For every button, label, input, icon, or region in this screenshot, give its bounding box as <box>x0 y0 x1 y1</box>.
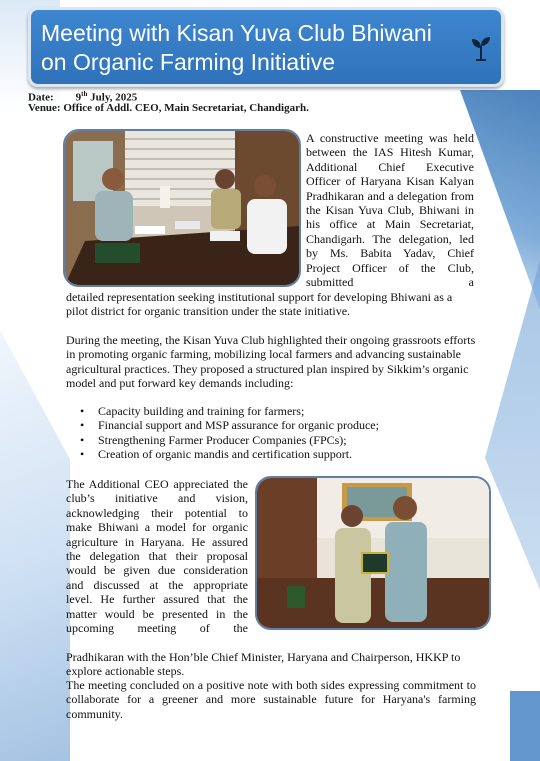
meeting-photo <box>63 129 301 287</box>
list-item: • Financial support and MSP assurance for organic produce; <box>78 418 478 432</box>
venue-label: Venue: <box>28 102 61 114</box>
page-title: Meeting with Kisan Yuva Club Bhiwani on Organic Farming Initiative <box>41 20 432 75</box>
paragraph-response-continued: Pradhikaran with the Hon’ble Chief Minister, Haryana and Chairperson, HKKP to explore actionable steps. <box>66 650 461 679</box>
date-day: 9 <box>75 91 82 104</box>
date-rest: July, 2025 <box>87 91 138 104</box>
meta-venue <box>28 102 309 115</box>
demands-list <box>78 404 478 462</box>
paragraph-response-side: The Additional CEO appreciated the club’s initiative and vision, acknowledging their potential to make Bhiwani a model for organic agriculture in Haryana. He assured the delegation that their proposal would be given due consideration and discussed at the appropriate level. He further assured that the matter would be presented in the upcoming meeting of the <box>66 477 248 636</box>
paragraph-conclusion: The meeting concluded on a positive note with both sides expressing commitment to collaborate for a greener and more sustainable future for Haryana's farming community. <box>66 678 476 721</box>
date-label: Date: <box>28 91 54 104</box>
background-right-mid-wedge <box>485 260 540 590</box>
date-suffix: th <box>81 90 88 98</box>
title-banner <box>28 7 504 87</box>
background-right-bottom-block <box>510 691 540 761</box>
background-left-wedge <box>0 330 70 761</box>
paragraph-intro-continued: detailed representation seeking institutional support for developing Bhiwani as a pilot district for organic transition under the state initiative. <box>66 290 453 319</box>
list-item: • Capacity building and training for farmers; <box>78 404 478 418</box>
paragraph-discussion: During the meeting, the Kisan Yuva Club highlighted their ongoing grassroots efforts in promoting organic farming, mobilizing local farmers and advancing sustainable agricultural practices. They proposed a structured plan inspired by Sikkim’s organic model and put forward key demands including: <box>66 333 476 391</box>
presentation-photo <box>255 476 491 630</box>
venue-value: Office of Addl. CEO, Main Secretariat, Chandigarh. <box>63 102 309 114</box>
paragraph-intro-side: A constructive meeting was held between the IAS Hitesh Kumar, Additional Chief Executive Officer of Haryana Kisan Kalyan Pradhikaran and a delegation from the Kisan Yuva Club, Bhiwani in his office at Main Secretariat, Chandigarh. The delegation, led by Ms. Babita Yadav, Chief Project Officer of the Club, submitted a <box>306 131 474 290</box>
list-item: • Creation of organic mandis and certification support. <box>78 447 478 461</box>
sprout-icon <box>469 35 493 61</box>
list-item: • Strengthening Farmer Producer Companies (FPCs); <box>78 433 478 447</box>
